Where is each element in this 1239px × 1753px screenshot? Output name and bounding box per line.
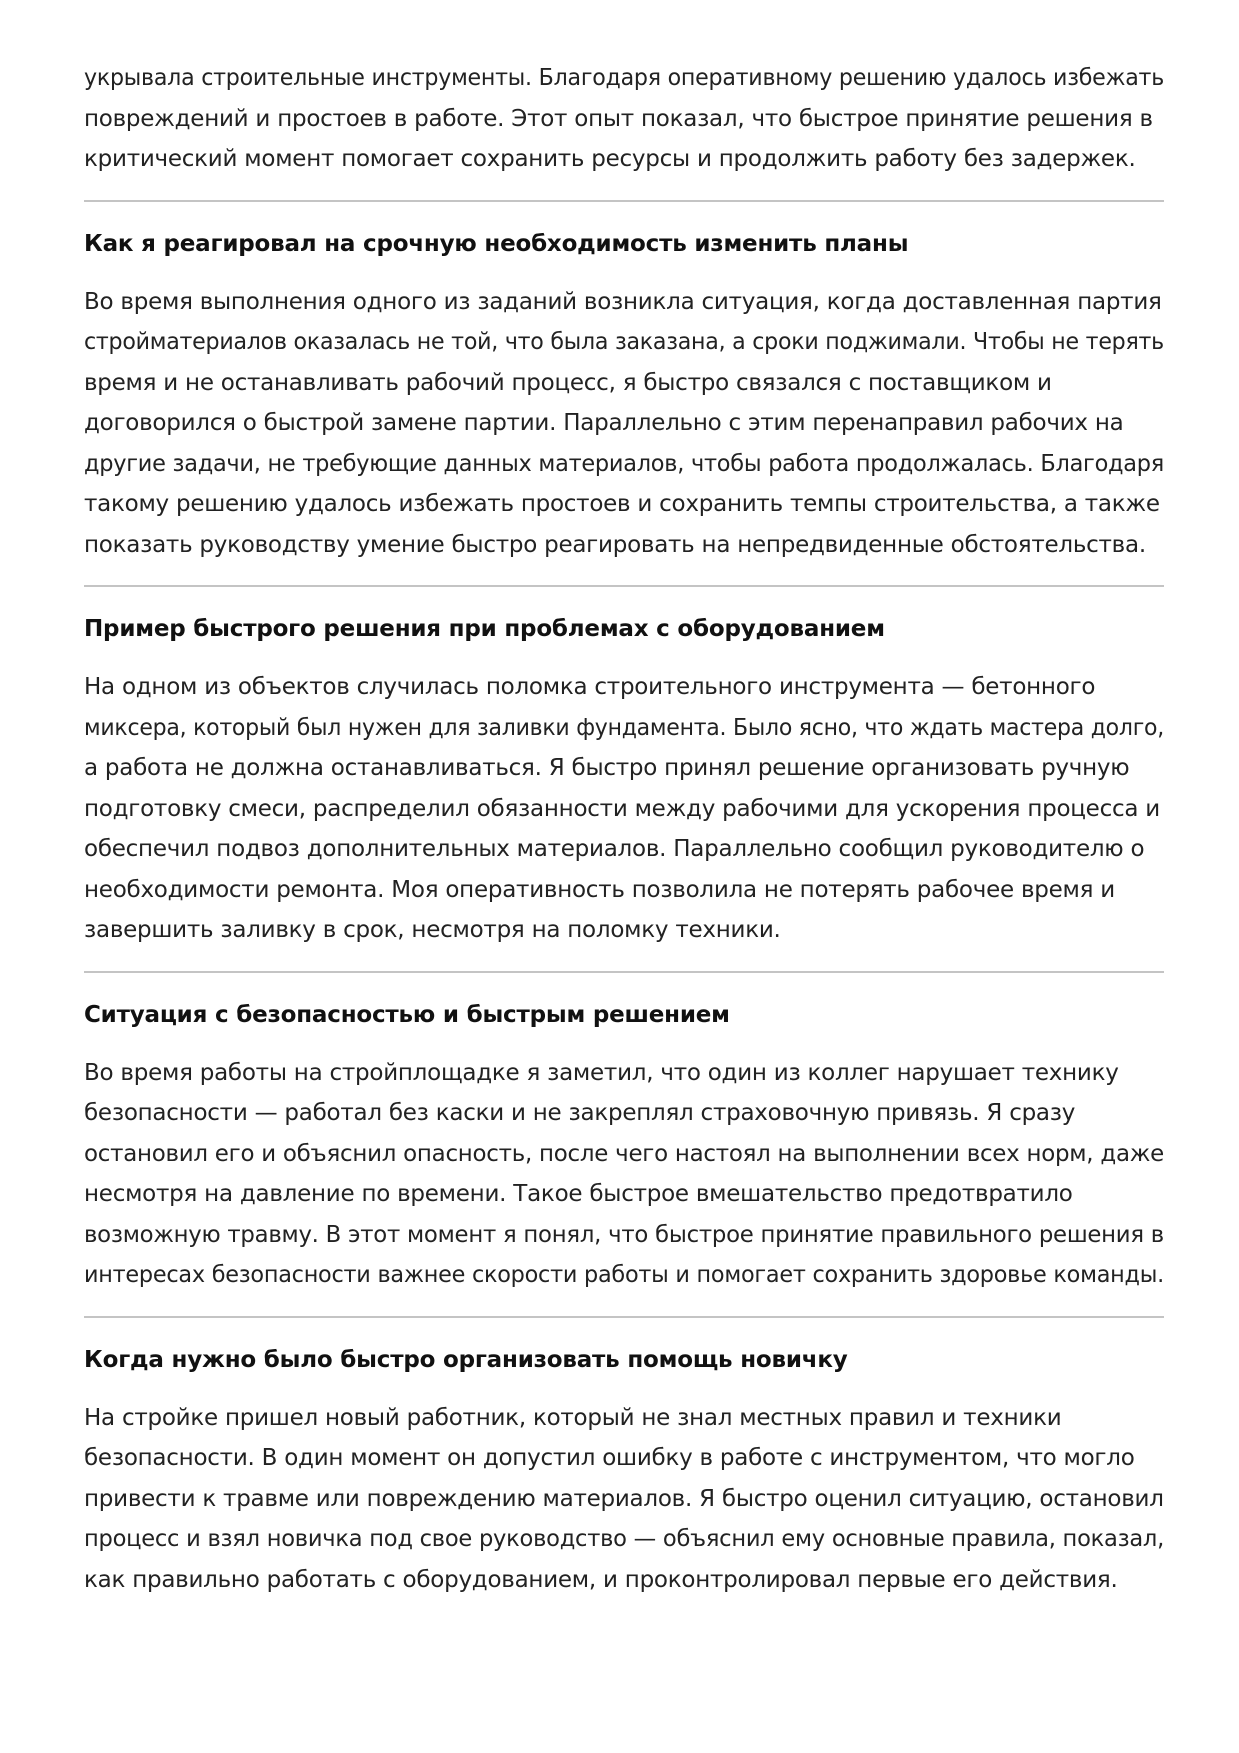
paragraph-line: подготовку смеси, распределил обязанности между рабочими для ускорения процесса и	[84, 795, 1160, 822]
paragraph-line: несмотря на давление по времени. Такое быстрое вмешательство предотвратило	[84, 1181, 1073, 1207]
paragraph-line: завершить заливку в срок, несмотря на поломку техники.	[84, 917, 781, 943]
paragraph-line: безопасности — работал без каски и не закреплял страховочную привязь. Я сразу	[84, 1100, 1076, 1126]
section-plan-change	[84, 200, 1164, 566]
paragraph-line: договорился о быстрой замене партии. Параллельно с этим перенаправил рабочих на	[84, 410, 1124, 436]
paragraph-line: повреждений и простоев в работе. Этот опыт показал, что быстрое принятие решения в	[84, 105, 1153, 132]
paragraph-line: Во время работы на стройплощадке я заметил, что один из коллег нарушает технику	[84, 1059, 1119, 1086]
section-divider	[84, 971, 1164, 973]
paragraph-line: как правильно работать с оборудованием, и проконтролировал первые его действия.	[84, 1566, 1118, 1593]
paragraph-line: обеспечил подвоз дополнительных материалов. Параллельно сообщил руководителю о	[84, 836, 1145, 862]
paragraph-line: а работа не должна останавливаться. Я быстро принял решение организовать ручную	[84, 755, 1130, 781]
section-newcomer-help	[84, 1316, 1164, 1601]
paragraph-line: необходимости ремонта. Моя оперативность позволила не потерять рабочее время и	[84, 876, 1115, 903]
section-heading: Ситуация с безопасностью и быстрым решением	[84, 1001, 730, 1028]
section-equipment-problem	[84, 585, 1164, 951]
intro-paragraph	[84, 58, 1164, 180]
paragraph-line: возможную травму. В этот момент я понял, что быстрое принятие правильного решения в	[84, 1221, 1164, 1248]
paragraph-line: такому решению удалось избежать простоев и сохранить темпы строительства, а также	[84, 491, 1160, 517]
paragraph-line: показать руководству умение быстро реагировать на непредвиденные обстоятельства.	[84, 531, 1146, 558]
section-paragraph	[84, 282, 1164, 566]
paragraph-line: привести к травме или повреждению материалов. Я быстро оценил ситуацию, остановил	[84, 1485, 1164, 1512]
paragraph-line: На стройке пришел новый работник, который не знал местных правил и техники	[84, 1404, 1062, 1431]
paragraph-line: Во время выполнения одного из заданий возникла ситуация, когда доставленная партия	[84, 288, 1162, 315]
section-divider	[84, 585, 1164, 587]
section-paragraph	[84, 667, 1164, 951]
section-heading: Пример быстрого решения при проблемах с оборудованием	[84, 616, 885, 642]
paragraph-line: миксера, который был нужен для заливки фундамента. Было ясно, что ждать мастера долго,	[84, 714, 1165, 741]
paragraph-line: остановил его и объяснил опасность, после чего настоял на выполнении всех норм, даже	[84, 1140, 1164, 1167]
paragraph-line: стройматериалов оказалась не той, что была заказана, а сроки поджимали. Чтобы не терять	[84, 329, 1164, 355]
paragraph-line: другие задачи, не требующие данных материалов, чтобы работа продолжалась. Благодаря	[84, 450, 1165, 477]
paragraph-line: укрывала строительные инструменты. Благодаря оперативному решению удалось избежать	[84, 65, 1165, 91]
section-heading: Когда нужно было быстро организовать помощь новичку	[84, 1346, 848, 1373]
section-paragraph	[84, 1398, 1164, 1601]
paragraph-line: интересах безопасности важнее скорости работы и помогает сохранить здоровье команды.	[84, 1262, 1164, 1288]
section-divider	[84, 200, 1164, 202]
section-divider	[84, 1316, 1164, 1318]
paragraph-line: На одном из объектов случилась поломка строительного инструмента — бетонного	[84, 674, 1096, 700]
section-paragraph	[84, 1053, 1164, 1296]
paragraph-line: безопасности. В один момент он допустил ошибку в работе с инструментом, что могло	[84, 1445, 1135, 1471]
section-heading: Как я реагировал на срочную необходимость изменить планы	[84, 230, 909, 257]
paragraph-line: процесс и взял новичка под свое руководство — объяснил ему основные правила, показал,	[84, 1526, 1165, 1552]
paragraph-line: критический момент помогает сохранить ресурсы и продолжить работу без задержек.	[84, 146, 1136, 172]
section-safety	[84, 971, 1164, 1296]
paragraph-line: время и не останавливать рабочий процесс, я быстро связался с поставщиком и	[84, 369, 1052, 396]
